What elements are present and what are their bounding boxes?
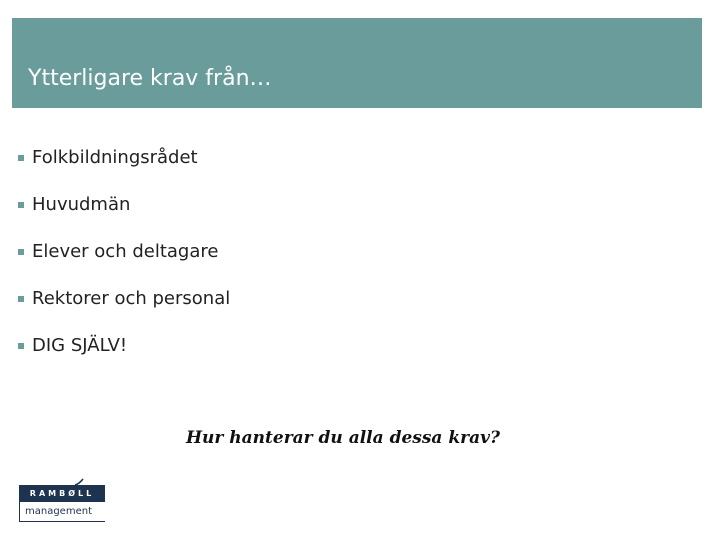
- square-bullet-icon: [18, 296, 24, 302]
- bullet-label: DIG SJÄLV!: [32, 335, 128, 356]
- logo-name: RAMBØLL: [19, 485, 105, 502]
- bullet-label: Elever och deltagare: [32, 241, 219, 262]
- bullet-item: [18, 146, 230, 193]
- bullet-item: [18, 334, 230, 381]
- ramboll-management-logo: [19, 481, 107, 523]
- bullet-label: Folkbildningsrådet: [32, 147, 198, 168]
- square-bullet-icon: [18, 249, 24, 255]
- bullet-label: Huvudmän: [32, 194, 131, 215]
- title-band: [12, 18, 702, 108]
- bullet-item: [18, 287, 230, 334]
- logo-swoosh-icon: [74, 478, 84, 486]
- closing-question: Hur hanterar du alla dessa krav?: [186, 428, 500, 448]
- bullet-item: [18, 193, 230, 240]
- logo-subtitle: management: [19, 502, 105, 522]
- bullet-item: [18, 240, 230, 287]
- slide-title: Ytterligare krav från…: [28, 66, 272, 91]
- square-bullet-icon: [18, 155, 24, 161]
- square-bullet-icon: [18, 202, 24, 208]
- square-bullet-icon: [18, 343, 24, 349]
- bullet-label: Rektorer och personal: [32, 288, 231, 309]
- bullet-list: [18, 146, 230, 381]
